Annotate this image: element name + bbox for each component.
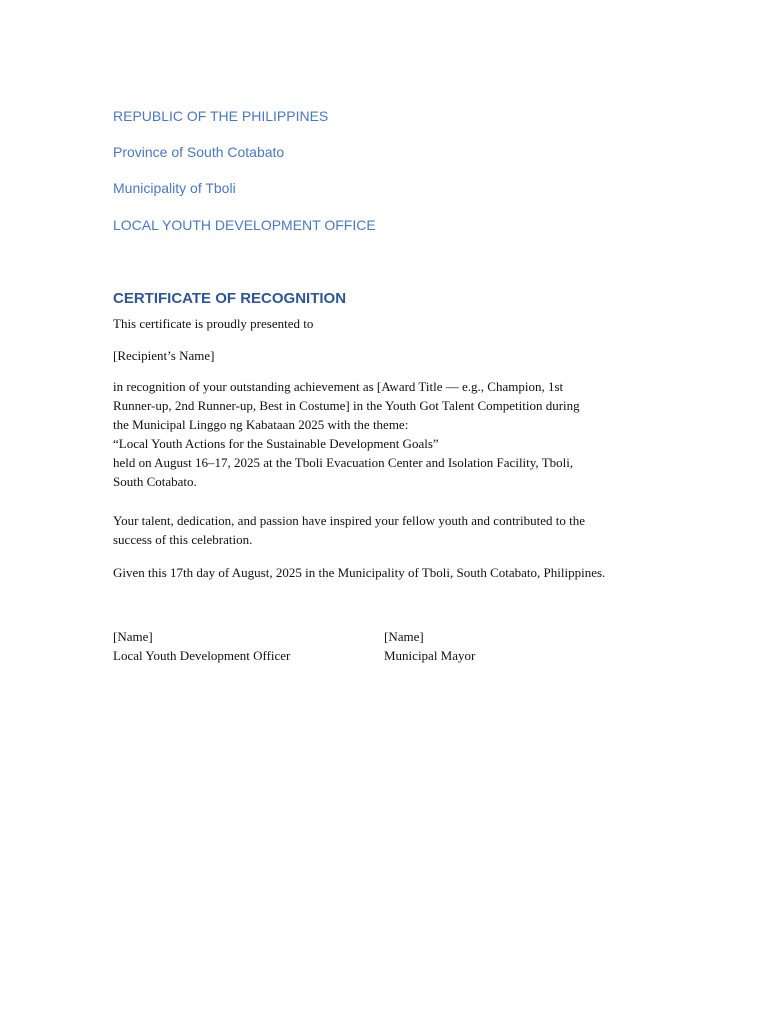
recognition-line: held on August 16–17, 2025 at the Tboli Evacuation Center and Isolation Facility, Tboli, [113,455,574,470]
talent-line: Your talent, dedication, and passion have inspired your fellow youth and contributed to the [113,513,585,528]
recognition-paragraph [113,377,673,491]
recognition-line: Runner-up, 2nd Runner-up, Best in Costume] in the Youth Got Talent Competition during [113,398,580,413]
talent-paragraph [113,511,673,549]
recognition-line: the Municipal Linggo ng Kabataan 2025 with the theme: [113,417,409,432]
recipient-name: [Recipient’s Name] [113,348,215,363]
republic-heading: REPUBLIC OF THE PHILIPPINES [113,108,329,124]
signatory-name: [Name] [113,629,153,644]
signatory-mayor [384,627,475,665]
theme-line: “Local Youth Actions for the Sustainable Development Goals” [113,436,439,451]
talent-line: success of this celebration. [113,532,253,547]
province-heading: Province of South Cotabato [113,144,285,160]
signatory-position: Local Youth Development Officer [113,648,291,663]
recognition-line: South Cotabato. [113,474,197,489]
recognition-line: in recognition of your outstanding achievement as [Award Title — e.g., Champion, 1st [113,379,564,394]
signatory-youth-officer [113,627,290,665]
office-heading: LOCAL YOUTH DEVELOPMENT OFFICE [113,217,376,233]
given-date-text: Given this 17th day of August, 2025 in the Municipality of Tboli, South Cotabato, Philippines. [113,565,606,580]
presented-to-text: This certificate is proudly presented to [113,316,314,331]
signatory-position: Municipal Mayor [384,648,476,663]
signatory-name: [Name] [384,629,424,644]
municipality-heading: Municipality of Tboli [113,180,236,196]
certificate-title: CERTIFICATE OF RECOGNITION [113,290,347,307]
